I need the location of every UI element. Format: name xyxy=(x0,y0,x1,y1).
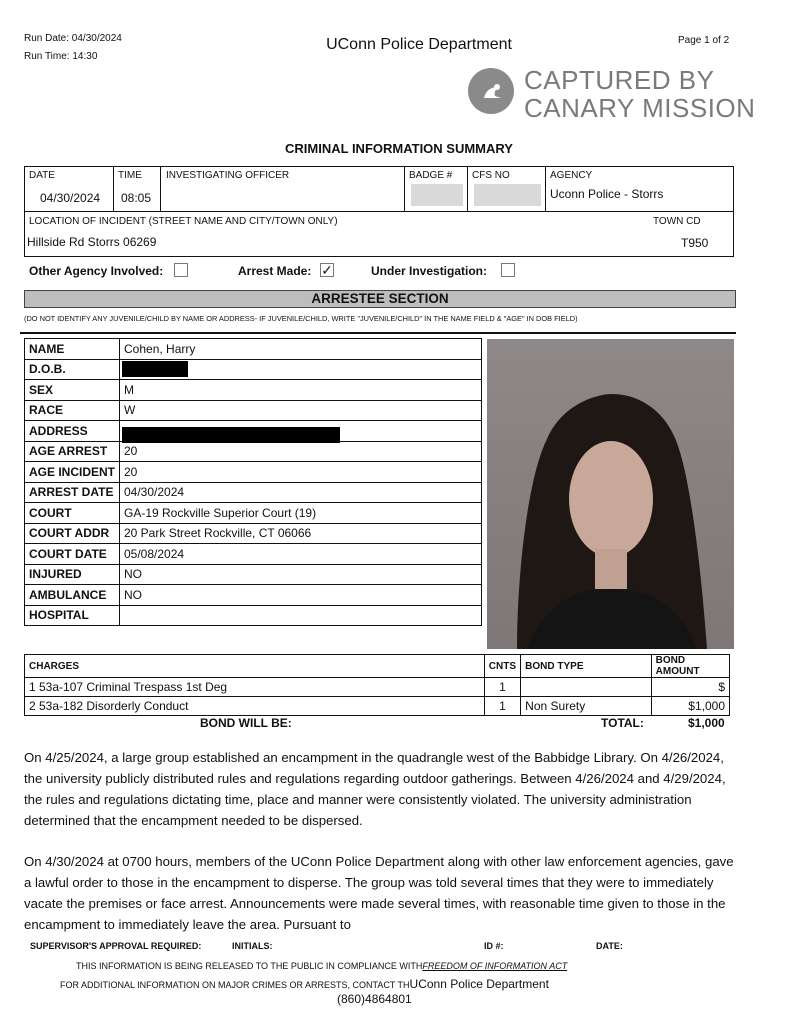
arrestee-row xyxy=(25,503,482,524)
arrestee-field-value: NO xyxy=(120,564,482,585)
arrestee-field-label: AMBULANCE xyxy=(25,585,120,606)
charge-bond-type xyxy=(521,678,652,697)
arrestee-field-value: 20 xyxy=(120,462,482,483)
charges-table xyxy=(24,654,730,716)
page-number: Page 1 of 2 xyxy=(678,35,730,46)
arrestee-photo xyxy=(487,339,734,649)
supervisor-approval: SUPERVISOR'S APPROVAL REQUIRED: xyxy=(30,941,202,951)
arrestee-field-value: Cohen, Harry xyxy=(120,339,482,360)
time-label: TIME xyxy=(118,170,142,181)
arrestee-field-label: ADDRESS xyxy=(25,421,120,442)
charge-row xyxy=(25,678,730,697)
arrestee-field-value: 04/30/2024 xyxy=(120,482,482,503)
under-investigation-checkbox[interactable] xyxy=(501,263,515,277)
badge-redaction xyxy=(411,184,463,206)
arrestee-field-value: NO xyxy=(120,585,482,606)
other-agency-label: Other Agency Involved: xyxy=(29,264,164,278)
charge-description: 1 53a-107 Criminal Trespass 1st Deg xyxy=(25,678,485,697)
date-label: DATE xyxy=(29,170,55,181)
arrestee-field-value: M xyxy=(120,380,482,401)
run-date: Run Date: 04/30/2024 xyxy=(24,33,122,44)
charge-bond-type: Non Surety xyxy=(521,697,652,716)
form-title: CRIMINAL INFORMATION SUMMARY xyxy=(285,141,513,156)
arrestee-field-label: AGE INCIDENT xyxy=(25,462,120,483)
town-cd-value: T950 xyxy=(681,236,709,250)
incident-date: 04/30/2024 xyxy=(40,191,101,205)
contact-notice xyxy=(60,977,549,991)
charge-counts: 1 xyxy=(484,678,520,697)
arrestee-field-value: W xyxy=(120,400,482,421)
arrestee-row xyxy=(25,544,482,565)
location-label: LOCATION OF INCIDENT (STREET NAME AND CITY/TOWN ONLY) xyxy=(29,216,338,227)
arrestee-row xyxy=(25,482,482,503)
narrative-paragraph-1: On 4/25/2024, a large group established an encampment in the quadrangle west of the Babbidge Library. On 4/26/2024, the university publicly distributed rules and regulations regarding outdoor gatherings. Between 4/26/2024 and 4/29/2024, the rules and regulations dictating time, place and manner were consistently violated. The university administration determined that the encampment needed to be dispersed. xyxy=(24,750,726,828)
arrestee-row xyxy=(25,564,482,585)
arrestee-field-value xyxy=(120,605,482,626)
arrestee-row xyxy=(25,585,482,606)
address-redaction xyxy=(122,427,340,443)
arrestee-field-value: 20 Park Street Rockville, CT 06066 xyxy=(120,523,482,544)
cfs-redaction xyxy=(474,184,541,206)
badge-label: BADGE # xyxy=(409,170,453,181)
arrest-made-checkbox[interactable]: ✓ xyxy=(321,262,333,278)
narrative-paragraph-2: On 4/30/2024 at 0700 hours, members of the UConn Police Department along with other law enforcement agencies, gave a lawful order to those in the encampment to disperse. The group was told several times that they were to immediately vacate the premises or face arrest. Announcements were made several times, with reasonable time given to those in the encampment to immediately leave the area. Pursuant to xyxy=(24,854,734,932)
arrestee-field-label: INJURED xyxy=(25,564,120,585)
contact-phone: (860)4864801 xyxy=(337,992,412,1006)
arrestee-field-label: COURT DATE xyxy=(25,544,120,565)
arrestee-row xyxy=(25,523,482,544)
arrestee-row xyxy=(25,380,482,401)
cfs-label: CFS NO xyxy=(472,170,510,181)
arrestee-field-value: GA-19 Rockville Superior Court (19) xyxy=(120,503,482,524)
location-value: Hillside Rd Storrs 06269 xyxy=(27,235,157,249)
charges-header: CHARGES xyxy=(25,655,485,678)
bond-type-header: BOND TYPE xyxy=(521,655,652,678)
watermark-line-1: CAPTURED BY xyxy=(524,65,715,95)
release-prefix: THIS INFORMATION IS BEING RELEASED TO THE PUBLIC IN COMPLIANCE WITH xyxy=(76,961,423,971)
under-investigation-label: Under Investigation: xyxy=(371,264,488,278)
canary-logo-icon xyxy=(468,68,514,114)
arrestee-field-value: 20 xyxy=(120,441,482,462)
charge-bond-amount: $1,000 xyxy=(651,697,729,716)
bond-amount-header: BOND AMOUNT xyxy=(651,655,729,678)
arrestee-note: (DO NOT IDENTIFY ANY JUVENILE/CHILD BY NAME OR ADDRESS- IF JUVENILE/CHILD, WRITE "JUVENILE/CHILD" IN THE NAME FIELD & "AGE" IN DOB FIELD) xyxy=(24,314,578,323)
dob-redaction xyxy=(122,361,188,377)
arrestee-row xyxy=(25,605,482,626)
arrestee-row xyxy=(25,400,482,421)
charge-counts: 1 xyxy=(484,697,520,716)
arrestee-field-label: RACE xyxy=(25,400,120,421)
foia-link[interactable]: FREEDOM OF INFORMATION ACT xyxy=(422,961,568,971)
incident-time: 08:05 xyxy=(121,191,152,205)
contact-dept: UConn Police Department xyxy=(409,977,549,991)
charge-row xyxy=(25,697,730,716)
watermark xyxy=(466,66,766,122)
arrestee-field-label: D.O.B. xyxy=(25,359,120,380)
arrestee-field-label: COURT ADDR xyxy=(25,523,120,544)
town-cd-label: TOWN CD xyxy=(653,216,701,227)
charge-description: 2 53a-182 Disorderly Conduct xyxy=(25,697,485,716)
arrestee-field-label: COURT xyxy=(25,503,120,524)
run-time: Run Time: 14:30 xyxy=(24,51,98,62)
photo-silhouette-icon xyxy=(487,339,734,649)
contact-prefix: FOR ADDITIONAL INFORMATION ON MAJOR CRIMES OR ARRESTS, CONTACT TH xyxy=(60,980,410,990)
watermark-line-2: CANARY MISSION xyxy=(524,93,756,123)
bond-will-be: BOND WILL BE: xyxy=(200,716,292,730)
arrestee-section-header: ARRESTEE SECTION xyxy=(24,290,736,308)
other-agency-checkbox[interactable] xyxy=(174,263,188,277)
arrestee-row xyxy=(25,359,482,380)
agency-value: Uconn Police - Storrs xyxy=(550,187,664,201)
arrestee-field-value: 05/08/2024 xyxy=(120,544,482,565)
arrest-made-label: Arrest Made: xyxy=(238,264,312,278)
arrestee-field-label: AGE ARREST xyxy=(25,441,120,462)
arrestee-row xyxy=(25,462,482,483)
arrestee-field-label: ARREST DATE xyxy=(25,482,120,503)
release-notice xyxy=(76,961,567,971)
arrestee-field-label: SEX xyxy=(25,380,120,401)
initials-label: INITIALS: xyxy=(232,941,273,951)
department-title: UConn Police Department xyxy=(326,36,512,53)
arrestee-table xyxy=(24,338,482,626)
cnts-header: CNTS xyxy=(484,655,520,678)
arrestee-row xyxy=(25,441,482,462)
total-label: TOTAL: xyxy=(601,716,644,730)
agency-label: AGENCY xyxy=(550,170,593,181)
id-label: ID #: xyxy=(484,941,504,951)
footer-date-label: DATE: xyxy=(596,941,623,951)
arrestee-row xyxy=(25,339,482,360)
arrestee-field-label: HOSPITAL xyxy=(25,605,120,626)
officer-label: INVESTIGATING OFFICER xyxy=(166,170,290,181)
arrestee-field-label: NAME xyxy=(25,339,120,360)
total-value: $1,000 xyxy=(688,716,725,730)
charge-bond-amount: $ xyxy=(651,678,729,697)
